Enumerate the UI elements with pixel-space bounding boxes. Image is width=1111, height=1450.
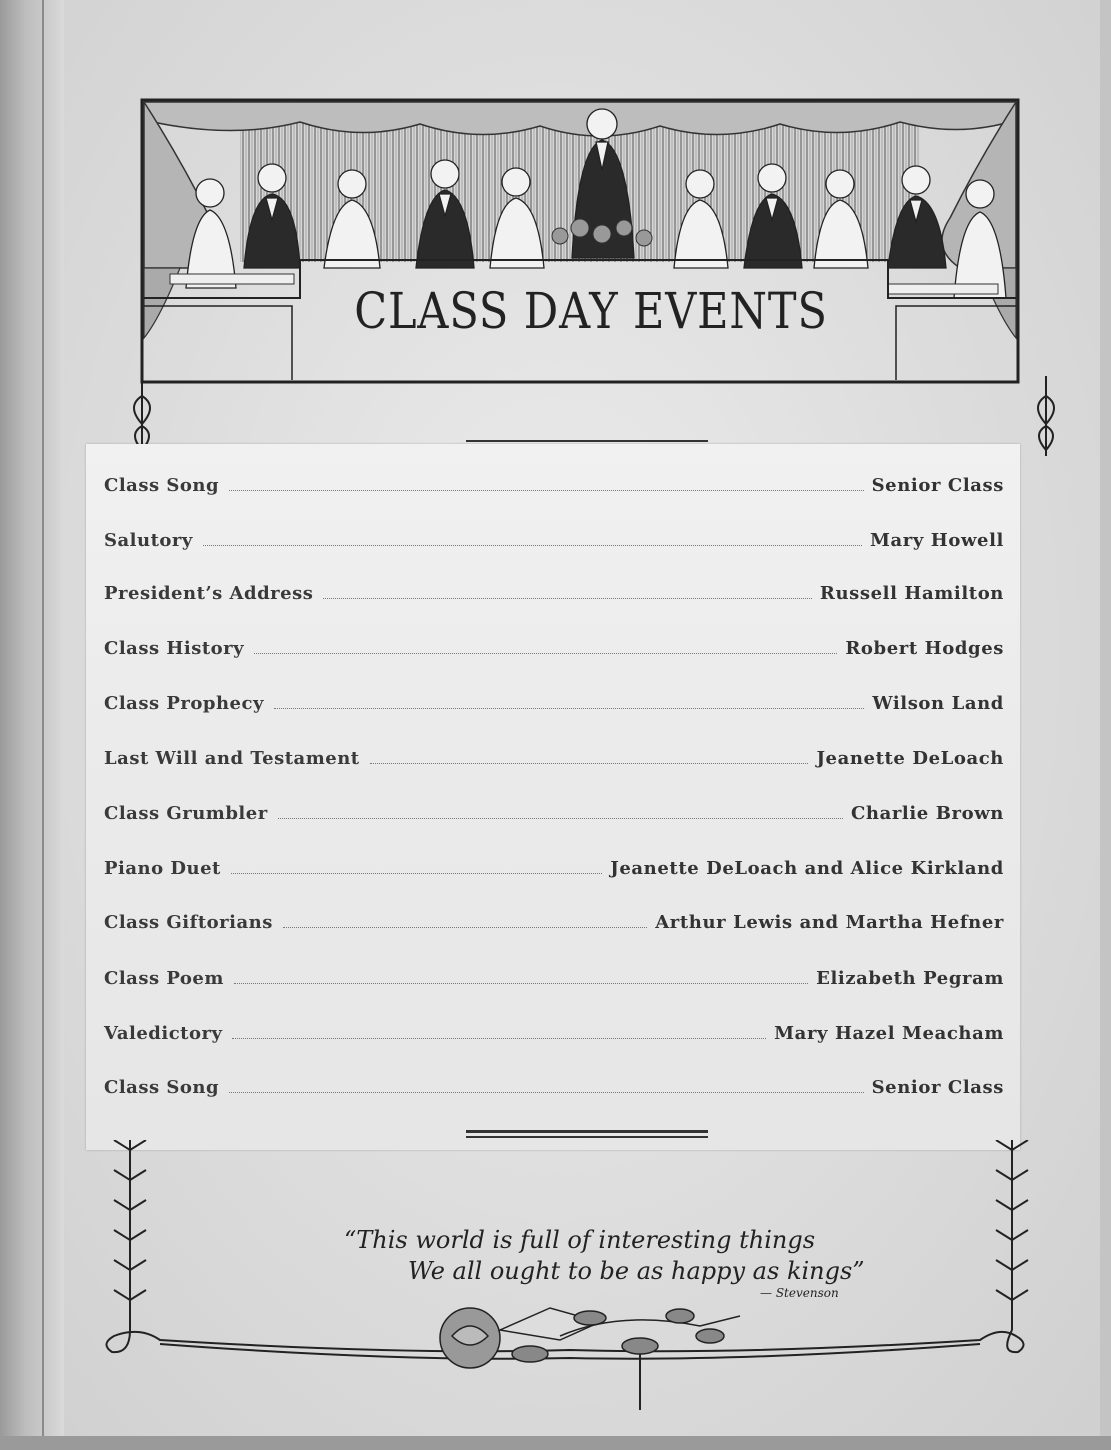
performer-name: Robert Hodges — [845, 637, 1004, 659]
dot-leader — [278, 818, 843, 819]
page-binding — [0, 0, 64, 1450]
dot-leader — [274, 708, 864, 709]
event-name: Piano Duet — [104, 857, 221, 879]
dot-leader — [283, 927, 647, 928]
dot-leader — [323, 598, 812, 599]
dot-leader — [254, 653, 837, 654]
event-name: Last Will and Testament — [104, 747, 360, 769]
performer-name: Senior Class — [871, 474, 1004, 496]
program-row — [104, 907, 1004, 937]
performer-name: Elizabeth Pegram — [816, 967, 1004, 989]
event-name: Class History — [104, 637, 245, 659]
performer-name: Wilson Land — [872, 692, 1004, 714]
title-panel — [300, 256, 882, 380]
performer-name: Senior Class — [871, 1076, 1004, 1098]
bottom-divider — [466, 1130, 708, 1133]
program-row — [104, 743, 1004, 773]
dot-leader — [229, 1092, 864, 1093]
event-name: Valedictory — [104, 1022, 223, 1044]
binding-crease — [42, 0, 44, 1450]
bottom-divider-thin — [466, 1136, 708, 1138]
program-row — [104, 525, 1004, 555]
program-row — [104, 688, 1004, 718]
top-divider — [466, 440, 708, 442]
program-row — [104, 633, 1004, 663]
program-row — [104, 963, 1004, 993]
page-title: CLASS DAY EVENTS — [354, 282, 828, 340]
dot-leader — [229, 490, 864, 491]
program-row — [104, 470, 1004, 500]
performer-name: Charlie Brown — [850, 802, 1004, 824]
event-name: Class Grumbler — [104, 802, 268, 824]
program-row — [104, 578, 1004, 608]
event-name: President’s Address — [104, 582, 314, 604]
page-bottom-edge — [0, 1436, 1111, 1450]
dot-leader — [234, 983, 808, 984]
performer-name: Mary Hazel Meacham — [774, 1022, 1004, 1044]
program-row — [104, 1072, 1004, 1102]
quote-line-2: We all ought to be as happy as kings” — [408, 1257, 865, 1285]
quote-attribution: — Stevenson — [760, 1286, 839, 1300]
performer-name: Russell Hamilton — [819, 582, 1004, 604]
dot-leader — [231, 873, 602, 874]
event-name: Salutory — [104, 529, 193, 551]
program-row — [104, 798, 1004, 828]
event-name: Class Prophecy — [104, 692, 264, 714]
event-name: Class Song — [104, 474, 220, 496]
page-edge — [1100, 0, 1111, 1450]
performer-name: Arthur Lewis and Martha Hefner — [655, 911, 1004, 933]
event-name: Class Giftorians — [104, 911, 273, 933]
quote-line-1: “This world is full of interesting things — [344, 1226, 816, 1254]
performer-name: Jeanette DeLoach — [816, 747, 1004, 769]
program-row — [104, 853, 1004, 883]
laurel-rose-border — [100, 1140, 1030, 1430]
dot-leader — [232, 1038, 766, 1039]
dot-leader — [370, 763, 809, 764]
event-name: Class Song — [104, 1076, 220, 1098]
program-row — [104, 1018, 1004, 1048]
event-name: Class Poem — [104, 967, 224, 989]
dot-leader — [203, 545, 862, 546]
right-leaf-ornament — [1026, 376, 1066, 456]
performer-name: Mary Howell — [869, 529, 1004, 551]
performer-name: Jeanette DeLoach and Alice Kirkland — [610, 857, 1004, 879]
